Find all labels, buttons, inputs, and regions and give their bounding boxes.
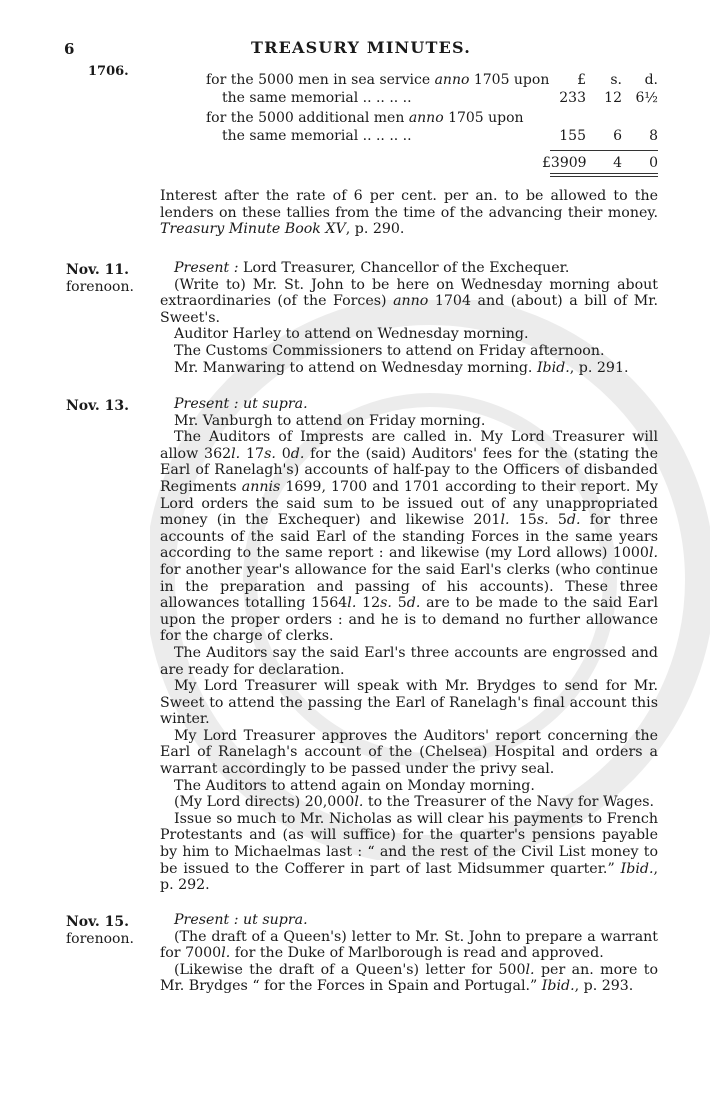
ledger-pence: 8: [649, 128, 658, 144]
entry-nov11: Present : Lord Treasurer, Chancellor of the Exchequer. (Write to) Mr. St. John to be here on Wednesday morning about extraordinaries (of the Forces) anno 1704 and (about) a bill of Mr. Sweet's. Auditor Harley to attend on Wednesday morning. The Customs Commissioners to attend on Friday afternoon. Mr. Manwaring to attend on Wednesday morning. Ibid., p. 291.: [160, 260, 658, 376]
total-pounds: £3909: [542, 155, 587, 171]
running-title: TREASURY MINUTES.: [251, 38, 471, 57]
ledger-pence: 6½: [635, 90, 658, 106]
interest-paragraph: Interest after the rate of 6 per cent. per an. to be allowed to the lenders on these tallies from the time of the advancing their money. Treasury Minute Book XV, p. 290.: [160, 188, 658, 238]
ledger-row-line1: for the 5000 men in sea service anno 1705 upon: [206, 72, 550, 88]
page-number: 6: [64, 40, 75, 58]
ledger-row-line2: the same memorial .. .. .. ..: [222, 90, 412, 106]
ledger-row-line2: the same memorial .. .. .. ..: [222, 128, 412, 144]
total-shillings: 4: [613, 155, 622, 171]
total-double-rule: [550, 176, 658, 177]
ledger-row: [168, 110, 658, 146]
entry-nov13: Present : ut supra. Mr. Vanburgh to attend on Friday morning. The Auditors of Imprests are called in. My Lord Treasurer will allow 362l. 17s. 0d. for the (said) Auditors' fees for the (stating the Earl of Ranelagh's) accounts of half-pay to the Officers of disbanded Regiments annis 1699, 1700 and 1701 according to their report. My Lord orders the said sum to be issued out of any unappropriated money (in the Exchequer) and likewise 201l. 15s. 5d. for three accounts of the said Earl of the standing Forces in the same years according to the same report : and likewise (my Lord allows) 1000l. for another year's allowance for the said Earl's clerks (who continue in the preparation and passing of his accounts). These three allowances totalling 1564l. 12s. 5d. are to be made to the said Earl upon the proper orders : and he is to demand no further allowance for the charge of clerks. The Auditors say the said Earl's three accounts are engrossed and are ready for declaration. My Lord Treasurer will speak with Mr. Brydges to send for Mr. Sweet to attend the passing the Earl of Ranelagh's final account this winter. My Lord Treasurer approves the Auditors' report concerning the Earl of Ranelagh's account of the (Chelsea) Hospital and orders a warrant accordingly to be passed under the privy seal. The Auditors to attend again on Monday morning. (My Lord directs) 20,000l. to the Treasurer of the Navy for Wages. Issue so much to Mr. Nicholas as will clear his payments to French Protestants and (as will suffice) for the quarter's pensions payable by him to Michaelmas last : “ and the rest of the Civil List money to be issued to the Cofferer in part of last Midsummer quarter.” Ibid., p. 292.: [160, 396, 658, 894]
ledger-shillings: 6: [613, 128, 622, 144]
entry-date-nov11: Nov. 11. forenoon.: [66, 262, 134, 295]
ledger-pounds: 155: [559, 128, 586, 144]
ledger-total: [168, 150, 658, 176]
total-pence: 0: [649, 155, 658, 171]
entry-nov15: Present : ut supra. (The draft of a Queen's) letter to Mr. St. John to prepare a warrant for 7000l. for the Duke of Marlborough is read and approved. (Likewise the draft of a Queen's) letter for 500l. per an. more to Mr. Brydges “ for the Forces in Spain and Portugal.” Ibid., p. 293.: [160, 912, 658, 995]
ledger-table: [168, 72, 658, 176]
ledger-shillings: 12: [604, 90, 622, 106]
pence-header: d.: [644, 72, 658, 88]
total-double-rule: [550, 173, 658, 174]
entry-date-nov13: Nov. 13.: [66, 398, 129, 414]
ledger-row-line1: for the 5000 additional men anno 1705 upon: [206, 110, 524, 126]
total-rule: [550, 150, 658, 151]
pound-header: £: [577, 72, 586, 88]
margin-year: 1706.: [88, 64, 129, 79]
ledger-pounds: 233: [559, 90, 586, 106]
ledger-row: [168, 72, 658, 108]
entry-date-nov15: Nov. 15. forenoon.: [66, 914, 134, 947]
shilling-header: s.: [610, 72, 622, 88]
